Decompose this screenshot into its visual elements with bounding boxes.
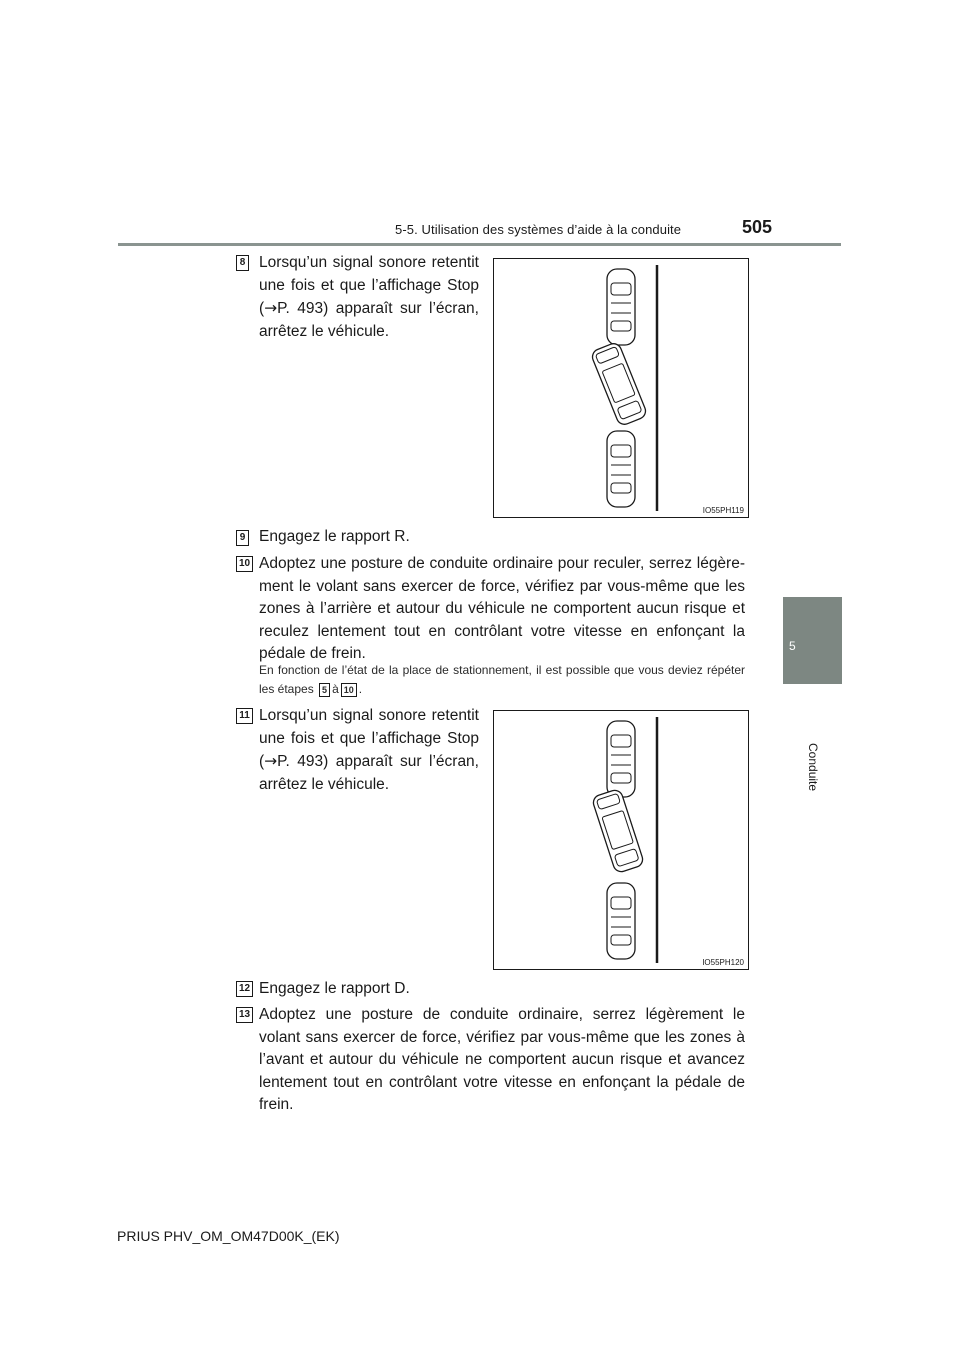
step-text: Adoptez une posture de conduite ordinaire, serrez légèrement le volant sans exercer de force, vérifiez par vous-même que les zones à l’avant et autour du véhicule ne comportent aucun risque et avancez lentement tout en contrôlant votre vitesse en enfonçant la pédale de frein. [259,1006,745,1113]
step-ref-badge: 5 [319,683,330,697]
step-badge: 13 [236,1007,253,1023]
chapter-number: 5 [789,639,796,653]
step-badge: 9 [236,530,249,546]
parking-diagram-1 [493,258,749,518]
parking-diagram-2 [493,710,749,970]
page-number: 505 [742,217,773,237]
step-text: Adoptez une posture de conduite ordinaire pour reculer, serrez légère-ment le volant sans exercer de force, vérifiez par vous-même que les zones à l’arrière et autour du véhicule ne comportent aucun risque et reculez lentement tout en contrôlant votre vitesse en enfonçant la pédale de frein. [259,555,745,662]
figure-code: IO55PH119 [702,506,744,515]
section-title: 5-5. Utilisation des systèmes d’aide à la conduite [395,222,682,237]
step-badge: 8 [236,255,249,271]
header-divider [118,243,841,246]
step-badge: 10 [236,556,253,572]
step-text: Lorsqu’un signal sonore retentit une fois et que l’affichage Stop (→P. 493) apparaît sur l’écran, arrêtez le véhicule. [259,254,479,340]
step-text: Lorsqu’un signal sonore retentit une fois et que l’affichage Stop (→P. 493) apparaît sur l’écran, arrêtez le véhicule. [259,707,479,793]
step-text: Engagez le rapport R. [259,528,410,545]
step-ref-badge: 10 [341,683,357,697]
figure-code: IO55PH120 [702,958,744,967]
footer-model: PRIUS PHV_OM_OM47D00K_(EK) [117,1228,340,1244]
step-badge: 11 [236,708,253,724]
step-badge: 12 [236,981,253,997]
step-text: Engagez le rapport D. [259,980,410,997]
chapter-label: Conduite [806,743,820,792]
note-text: En fonction de l’état de la place de stationnement, il est possible que vous deviez répéter les étapes 5 à 10 . [259,663,745,696]
